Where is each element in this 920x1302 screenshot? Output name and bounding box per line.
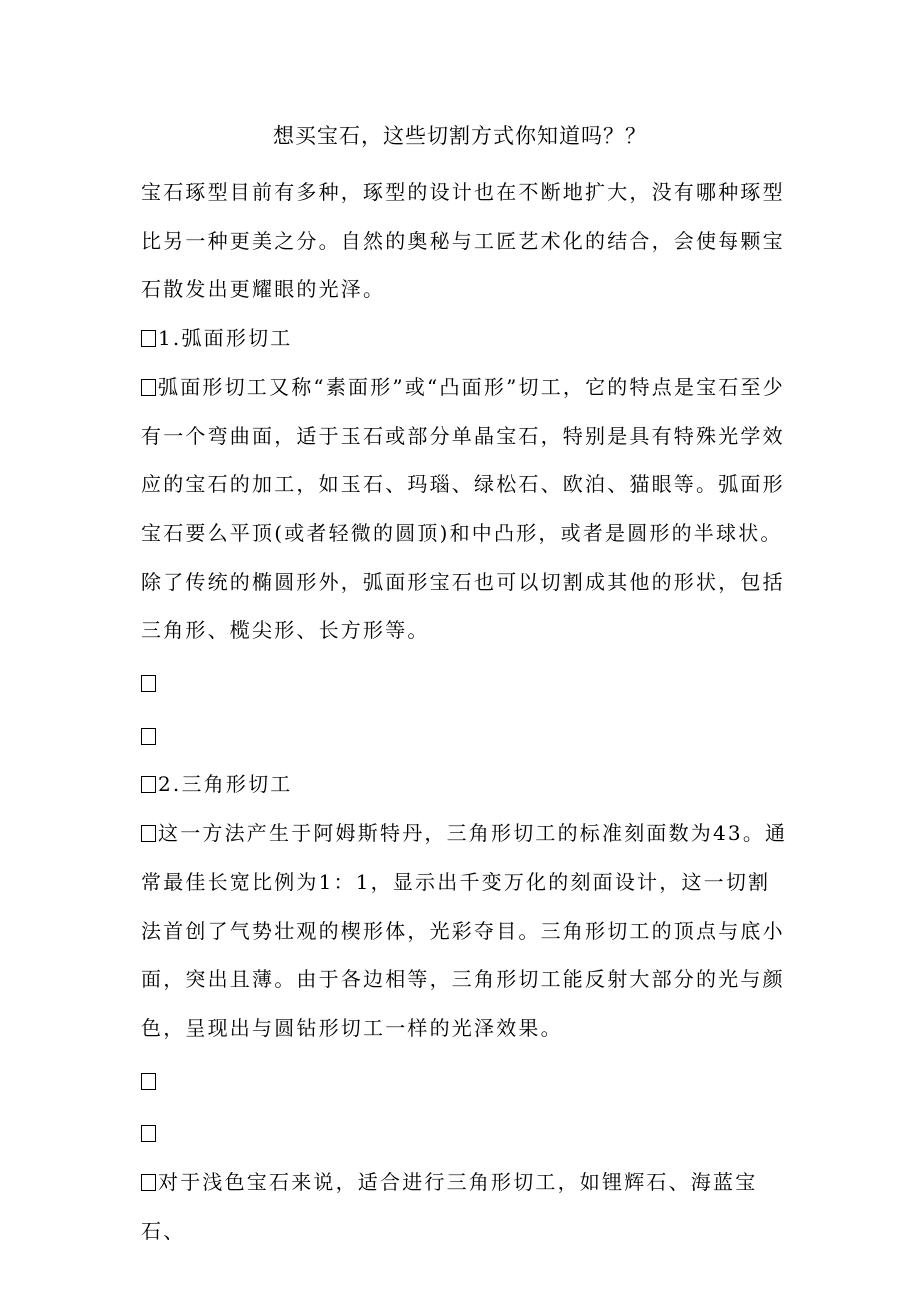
paragraph-triangle: [141, 809, 791, 1053]
missing-glyph-box-icon: [141, 379, 156, 396]
missing-glyph-box-icon: [141, 330, 156, 347]
empty-line: [141, 659, 791, 708]
missing-glyph-box-icon: [141, 1073, 156, 1090]
paragraph-light-gems: [141, 1158, 791, 1255]
paragraph-text: 宝石琢型目前有多种，琢型的设计也在不断地扩大，没有哪种琢型比另一种更美之分。自然的奥秘与工匠艺术化的结合，会使每颗宝石散发出更耀眼的光泽。: [141, 180, 785, 302]
missing-glyph-box-icon: [141, 776, 156, 793]
heading-cabochon-cut: [141, 314, 791, 363]
empty-line: [141, 712, 791, 761]
paragraph-cabochon: [141, 363, 791, 655]
document-body: [141, 168, 791, 1255]
missing-glyph-box-icon: [141, 1174, 156, 1191]
paragraph-text: 这一方法产生于阿姆斯特丹，三角形切工的标准刻面数为43。通常最佳长宽比例为1：1，显示出千变万化的刻面设计，这一切割法首创了气势壮观的楔形体，光彩夺目。三角形切工的顶点与底小面，突出且薄。由于各边相等，三角形切工能反射大部分的光与颜色，呈现出与圆钻形切工一样的光泽效果。: [141, 821, 788, 1040]
missing-glyph-box-icon: [141, 825, 156, 842]
missing-glyph-box-icon: [141, 1125, 156, 1142]
paragraph-text: 对于浅色宝石来说，适合进行三角形切工，如锂辉石、海蓝宝石、: [141, 1170, 758, 1243]
empty-line: [141, 1057, 791, 1106]
empty-line: [141, 1109, 791, 1158]
missing-glyph-box-icon: [141, 728, 156, 745]
paragraph-intro: [141, 168, 791, 314]
missing-glyph-box-icon: [141, 675, 156, 692]
heading-triangle-cut: [141, 760, 791, 809]
heading-text: 1.弧面形切工: [158, 326, 293, 351]
paragraph-text: 弧面形切工又称“素面形”或“凸面形”切工，它的特点是宝石至少有一个弯曲面，适于玉石或部分单晶宝石，特别是具有特殊光学效应的宝石的加工，如玉石、玛瑙、绿松石、欧泊、猫眼等。弧面形宝石要么平顶(或者轻微的圆顶)和中凸形，或者是圆形的半球状。除了传统的椭圆形外，弧面形宝石也可以切割成其他的形状，包括三角形、榄尖形、长方形等。: [141, 374, 785, 643]
heading-text: 2.三角形切工: [158, 772, 293, 797]
document-title: 想买宝石，这些切割方式你知道吗？？: [273, 124, 647, 148]
